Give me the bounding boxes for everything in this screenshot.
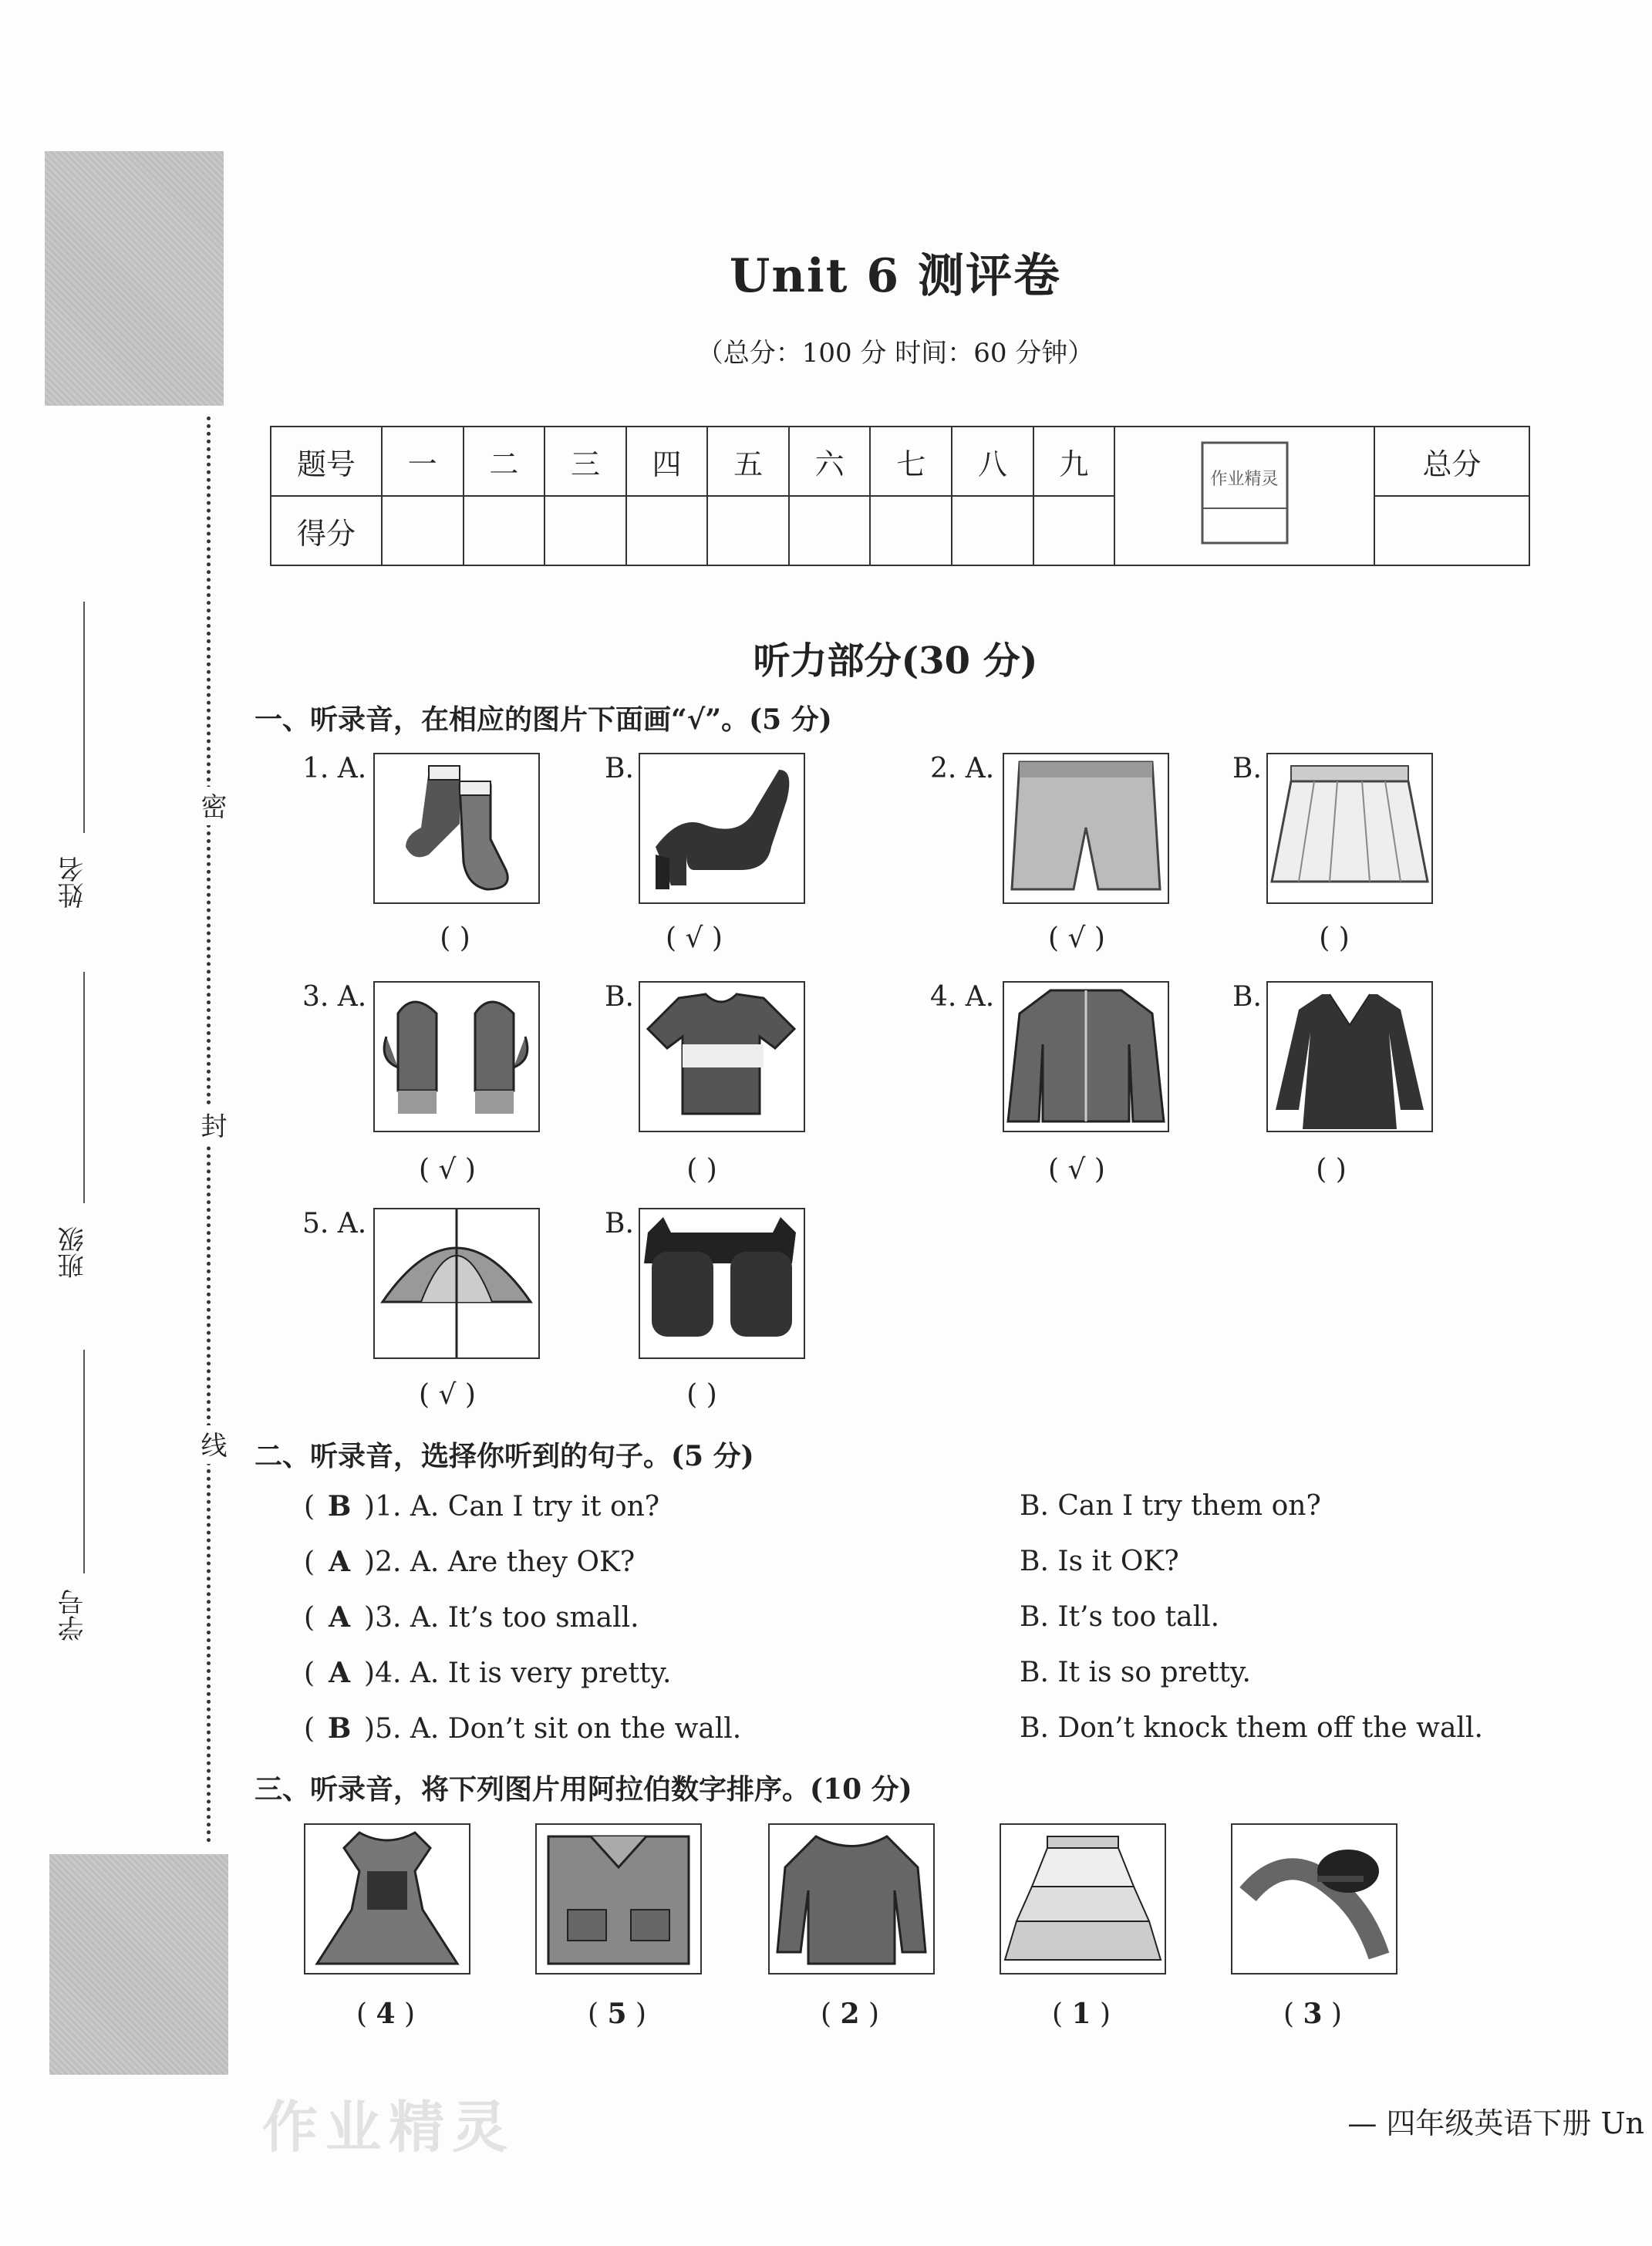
sec2-item-1-option-a: )1. A. Can I try it on?	[364, 1491, 660, 1523]
stamp-text: 作业精灵	[1210, 470, 1279, 489]
sec3-picture-1	[304, 1823, 470, 1975]
row-label-question-no: 题号	[271, 427, 382, 496]
col-6: 六	[789, 427, 871, 496]
sec3-answer-1-value: 4	[376, 1998, 396, 2030]
sec2-item-1-answer[interactable]: B	[327, 1490, 352, 1523]
watermark: 作业精灵	[262, 2094, 516, 2160]
score-cell-1[interactable]	[382, 496, 464, 565]
item-4-b-picture	[1266, 981, 1433, 1132]
page-footer: — 四年级英语下册 Un	[1347, 2106, 1644, 2140]
page-subtitle: （总分：100 分 时间：60 分钟）	[696, 338, 1094, 369]
frilly-skirt-icon	[1001, 1825, 1165, 1973]
score-cell-9[interactable]	[1033, 496, 1115, 565]
socks-icon	[375, 754, 538, 902]
col-8: 八	[952, 427, 1033, 496]
col-3: 三	[544, 427, 626, 496]
sweater-icon	[770, 1825, 933, 1973]
sec3-picture-5	[1231, 1823, 1397, 1975]
sec3-answer-3-value: 2	[840, 1998, 860, 2030]
sec2-item-3-a[interactable]: ( A )3. A. It’s too small.	[304, 1601, 639, 1634]
class-label: 班级	[58, 1226, 89, 1279]
seal-char-1: 密	[193, 787, 231, 825]
item-2-b-answer[interactable]: ( )	[1319, 922, 1350, 954]
umbrella-icon	[375, 1209, 538, 1357]
item-4-b-answer[interactable]: ( )	[1316, 1154, 1347, 1185]
score-cell-6[interactable]	[789, 496, 871, 565]
sec2-item-5-answer[interactable]: B	[327, 1712, 352, 1745]
tshirt-icon	[640, 983, 804, 1131]
sec2-item-3-option-a: )3. A. It’s too small.	[364, 1602, 639, 1634]
listening-heading: 听力部分(30 分)	[753, 639, 1038, 683]
sec3-answer-5-value: 3	[1303, 1998, 1323, 2030]
item-5-b-picture	[639, 1208, 805, 1359]
jacket-icon	[1004, 983, 1168, 1131]
sec3-answer-4[interactable]: ( 1 )	[1051, 1998, 1111, 2030]
score-table-header-row	[271, 427, 1529, 496]
id-line	[83, 1350, 85, 1573]
sec2-item-5-option-a: )5. A. Don’t sit on the wall.	[364, 1713, 742, 1745]
score-table	[270, 426, 1530, 566]
col-4: 四	[626, 427, 708, 496]
sec2-item-2-option-a: )2. A. Are they OK?	[364, 1546, 636, 1578]
score-cell-4[interactable]	[626, 496, 708, 565]
sec2-item-4-option-a: )4. A. It is very pretty.	[364, 1658, 672, 1689]
section-3-title: 三、听录音，将下列图片用阿拉伯数字排序。(10 分)	[255, 1773, 912, 1806]
sec3-picture-4	[1000, 1823, 1166, 1975]
scarf-hat-icon	[1232, 1825, 1396, 1973]
sec3-answer-4-value: 1	[1071, 1998, 1091, 2030]
item-3-a-picture	[373, 981, 540, 1132]
item-1-a-picture	[373, 753, 540, 904]
sec2-item-2-b: B. Is it OK?	[1020, 1546, 1179, 1577]
sec2-item-5-a[interactable]: ( B )5. A. Don’t sit on the wall.	[304, 1712, 742, 1745]
shorts-icon	[1004, 754, 1168, 902]
sec2-item-5-b: B. Don’t knock them off the wall.	[1020, 1712, 1483, 1744]
score-cell-total[interactable]	[1374, 496, 1529, 565]
item-5-a-picture	[373, 1208, 540, 1359]
col-1: 一	[382, 427, 464, 496]
score-cell-3[interactable]	[544, 496, 626, 565]
sec2-item-3-b: B. It’s too tall.	[1020, 1601, 1220, 1633]
sec3-answer-5[interactable]: ( 3 )	[1283, 1998, 1343, 2030]
item-2-b-picture	[1266, 753, 1433, 904]
item-1-b-label: B.	[605, 753, 634, 784]
sec2-item-2-a[interactable]: ( A )2. A. Are they OK?	[304, 1546, 636, 1578]
item-1-b-answer[interactable]: ( √ )	[666, 922, 723, 954]
item-3-b-label: B.	[605, 981, 634, 1013]
high-heels-icon	[640, 754, 804, 902]
row-label-score: 得分	[271, 496, 382, 565]
coat-icon	[1268, 983, 1431, 1131]
item-2-a-label: 2. A.	[930, 753, 995, 784]
item-1-a-label: 1. A.	[302, 753, 367, 784]
item-1-b-picture	[639, 753, 805, 904]
item-5-b-label: B.	[605, 1208, 634, 1239]
item-5-a-label: 5. A.	[302, 1208, 367, 1239]
item-3-a-answer[interactable]: ( √ )	[419, 1154, 476, 1185]
sec3-picture-2	[535, 1823, 702, 1975]
total-label: 总分	[1374, 427, 1529, 496]
section-1-title: 一、听录音，在相应的图片下面画“√”。(5 分)	[255, 703, 832, 736]
score-cell-8[interactable]	[952, 496, 1033, 565]
item-4-a-answer[interactable]: ( √ )	[1048, 1154, 1105, 1185]
margin-grey-block-bottom	[49, 1854, 228, 2075]
item-4-a-picture	[1003, 981, 1169, 1132]
sec2-item-1-a[interactable]: ( B )1. A. Can I try it on?	[304, 1490, 660, 1523]
item-4-b-label: B.	[1232, 981, 1262, 1013]
item-5-a-answer[interactable]: ( √ )	[419, 1379, 476, 1411]
col-7: 七	[870, 427, 952, 496]
name-label: 姓名	[58, 856, 89, 909]
sec2-item-3-answer[interactable]: A	[329, 1601, 351, 1634]
sec3-answer-2[interactable]: ( 5 )	[587, 1998, 647, 2030]
item-3-b-answer[interactable]: ( )	[686, 1154, 717, 1185]
sec2-item-1-b: B. Can I try them on?	[1020, 1490, 1321, 1522]
sec3-answer-3[interactable]: ( 2 )	[820, 1998, 880, 2030]
col-2: 二	[464, 427, 545, 496]
page-title: Unit 6 测评卷	[730, 249, 1061, 303]
item-3-b-picture	[639, 981, 805, 1132]
score-cell-2[interactable]	[464, 496, 545, 565]
sec3-answer-2-value: 5	[607, 1998, 627, 2030]
score-cell-7[interactable]	[870, 496, 952, 565]
sec2-item-4-a[interactable]: ( A )4. A. It is very pretty.	[304, 1657, 672, 1689]
skirt-icon	[1268, 754, 1431, 902]
sec2-item-4-b: B. It is so pretty.	[1020, 1657, 1251, 1688]
sec3-answer-1[interactable]: ( 4 )	[356, 1998, 416, 2030]
sec2-item-4-answer[interactable]: A	[329, 1657, 351, 1689]
item-2-a-answer[interactable]: ( √ )	[1048, 922, 1105, 954]
sec3-picture-3	[768, 1823, 935, 1975]
item-5-b-answer[interactable]: ( )	[686, 1379, 717, 1411]
item-2-b-label: B.	[1232, 753, 1262, 784]
sec2-item-2-answer[interactable]: A	[329, 1546, 351, 1578]
seal-char-2: 封	[193, 1106, 231, 1145]
dress-icon	[305, 1825, 469, 1973]
item-3-a-label: 3. A.	[302, 981, 367, 1013]
shirt-icon	[537, 1825, 700, 1973]
class-line	[83, 972, 85, 1203]
sunglasses-icon	[640, 1209, 804, 1357]
col-9: 九	[1033, 427, 1115, 496]
item-4-a-label: 4. A.	[930, 981, 995, 1013]
col-5: 五	[707, 427, 789, 496]
mittens-icon	[375, 983, 538, 1131]
item-1-a-answer[interactable]: ( )	[440, 922, 470, 954]
seal-char-3: 线	[193, 1425, 231, 1464]
id-label: 学号	[58, 1589, 89, 1641]
stamp-cell	[1114, 427, 1374, 565]
section-2-title: 二、听录音，选择你听到的句子。(5 分)	[255, 1440, 754, 1472]
score-cell-5[interactable]	[707, 496, 789, 565]
stamp-icon	[1195, 435, 1295, 551]
item-2-a-picture	[1003, 753, 1169, 904]
